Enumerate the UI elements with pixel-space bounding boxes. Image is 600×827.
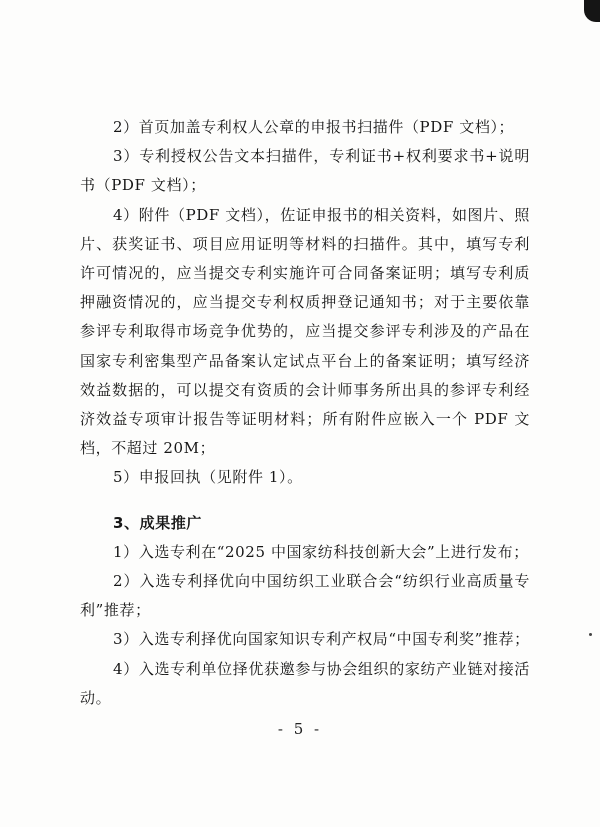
paragraph-textile-federation: 2）入选专利择优向中国纺织工业联合会“纺织行业高质量专利”推荐； xyxy=(80,572,530,620)
scan-speck xyxy=(589,633,592,636)
paragraph-application-scan: 2）首页加盖专利权人公章的申报书扫描件（PDF 文档）； xyxy=(113,118,515,136)
page-number: - 5 - xyxy=(277,720,323,738)
paragraph-receipt: 5）申报回执（见附件 1）。 xyxy=(113,468,303,487)
paragraph-patent-award: 3）入选专利择优向国家知识专利产权局“中国专利奖”推荐； xyxy=(113,630,530,649)
paragraph-industry-event: 4）入选专利单位择优获邀参与协会组织的家纺产业链对接活动。 xyxy=(80,659,530,707)
paragraph-attachments: 4）附件（PDF 文档），佐证申报书的相关资料，如图片、照片、获奖证书、项目应用证明等材料的扫描件。其中，填写专利许可情况的，应当提交专利实施许可合同备案证明；填写专利质押融资情况的，应当提交专利权质押登记通知书；对于主要依靠参评专利取得市场竞争优势的，应当提交参评专利涉及的产品在国家专利密集型产品备案认定试点平台上的备案证明；填写经济效益数据的，可以提交有资质的会计师事务所出具的参评专利经济效益专项审计报告等证明材料；所有附件应嵌入一个 PDF 文档，不超过 20M； xyxy=(80,205,530,458)
paragraph-patent-documents: 3）专利授权公告文本扫描件，专利证书+权利要求书+说明书（PDF 文档）； xyxy=(80,147,530,195)
paragraph-release: 1）入选专利在“2025 中国家纺科技创新大会”上进行发布； xyxy=(113,542,529,561)
scan-corner-mark xyxy=(584,0,600,22)
section-heading: 3、成果推广 xyxy=(113,513,203,532)
document-body xyxy=(80,113,530,713)
